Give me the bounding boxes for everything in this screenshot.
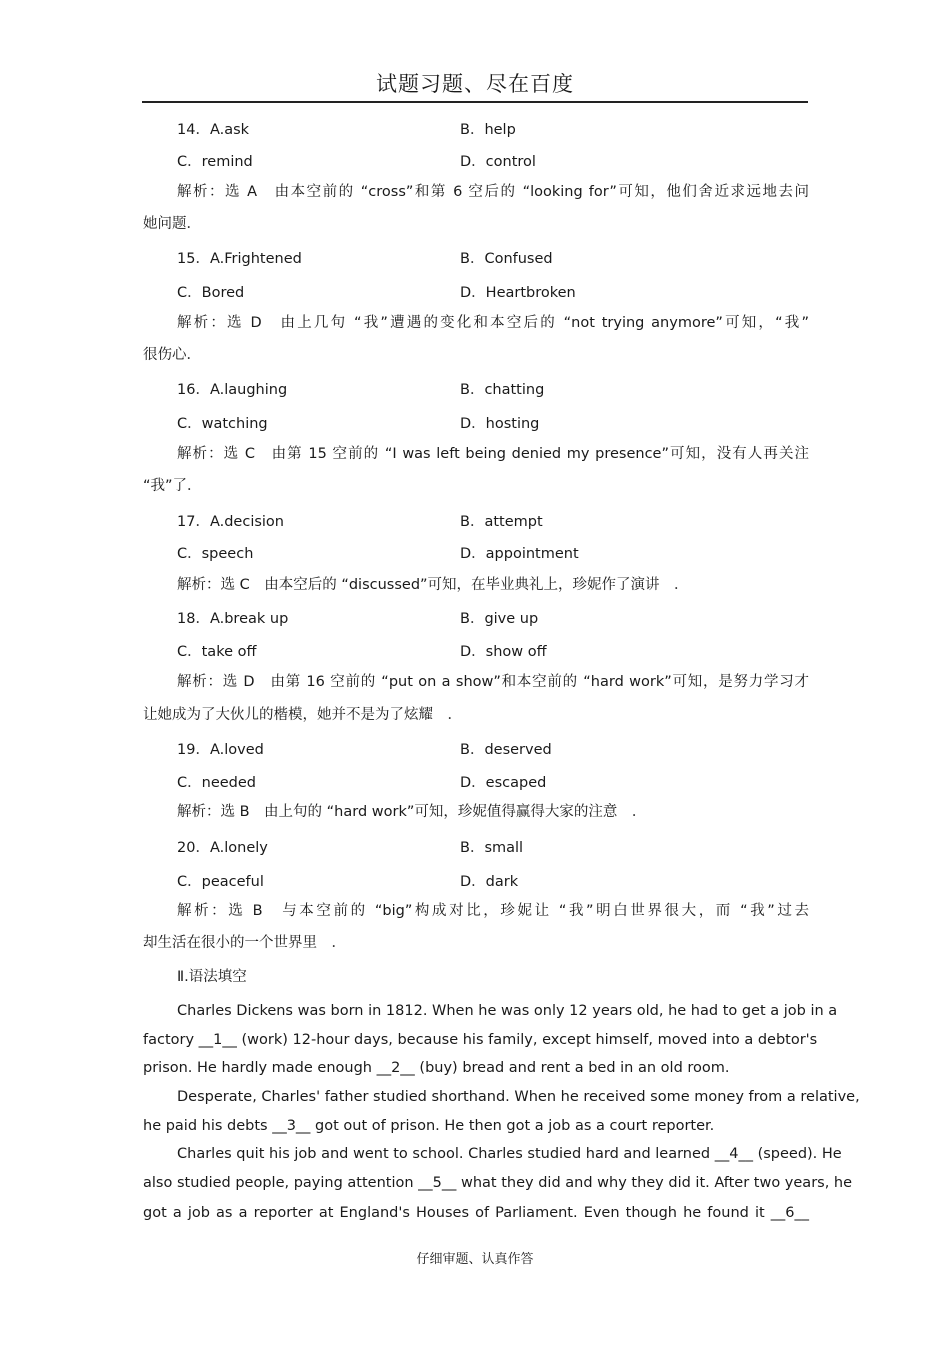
question-18-explanation: 解析：选 D 由第 16 空前的 “put on a show”和本空前的 “hard work”可知，是努力学习才 — [177, 674, 809, 690]
question-16-explanation-cont: “我”了． — [143, 478, 202, 494]
question-17-option-b: B．attempt — [460, 514, 543, 530]
question-18-option-c: C．take off — [177, 644, 257, 660]
question-15-option-d: D．Heartbroken — [460, 285, 576, 301]
question-20-option-b: B．small — [460, 840, 524, 856]
question-20-explanation: 解析：选 B 与本空前的 “big”构成对比，珍妮让 “我”明白世界很大，而 “我”过去 — [177, 903, 809, 919]
question-19-explanation: 解析：选 B 由上句的 “hard work”可知，珍妮值得赢得大家的注意 ． — [177, 804, 647, 820]
question-17-explanation: 解析：选 C 由本空后的 “discussed”可知，在毕业典礼上，珍妮作了演讲 ． — [177, 577, 689, 593]
question-18-option-a: 18．A.break up — [177, 611, 289, 627]
passage-line: got a job as a reporter at England's Houses of Parliament. Even though he found it __6__ — [143, 1205, 809, 1221]
question-14-option-a: 14．A.ask — [177, 122, 250, 138]
passage-line: Desperate, Charles' father studied shorthand. When he received some money from a relative, — [177, 1089, 860, 1105]
passage-line: Charles quit his job and went to school. Charles studied hard and learned __4__ (speed). He — [177, 1146, 842, 1162]
question-17-option-a: 17．A.decision — [177, 514, 284, 530]
question-18-option-d: D．show off — [460, 644, 547, 660]
question-14-option-c: C．remind — [177, 154, 253, 170]
question-16-option-c: C．watching — [177, 416, 268, 432]
question-15-explanation-cont: 很伤心． — [143, 347, 201, 363]
question-17-option-d: D．appointment — [460, 546, 579, 562]
question-20-explanation-cont: 却生活在很小的一个世界里 ． — [143, 935, 346, 951]
question-20-option-c: C．peaceful — [177, 874, 264, 890]
question-20-option-d: D．dark — [460, 874, 519, 890]
question-14-option-d: D．control — [460, 154, 536, 170]
question-15-option-a: 15．A.Frightened — [177, 251, 302, 267]
question-16-explanation: 解析：选 C 由第 15 空前的 “I was left being denied my presence”可知，没有人再关注 — [177, 446, 809, 462]
question-15-option-c: C．Bored — [177, 285, 245, 301]
passage-line: also studied people, paying attention __5__ what they did and why they did it. After two years, he — [143, 1175, 853, 1191]
question-16-option-b: B．chatting — [460, 382, 545, 398]
section-title: Ⅱ.语法填空 — [177, 969, 247, 985]
question-14-option-b: B．help — [460, 122, 516, 138]
question-19-option-a: 19．A.loved — [177, 742, 264, 758]
passage-line: Charles Dickens was born in 1812. When he was only 12 years old, he had to get a job in a — [177, 1003, 838, 1019]
question-18-option-b: B．give up — [460, 611, 539, 627]
question-15-option-b: B．Confused — [460, 251, 553, 267]
question-14-explanation: 解析：选 A 由本空前的 “cross”和第 6 空后的 “looking for”可知，他们舍近求远地去问 — [177, 184, 809, 200]
passage-line: prison. He hardly made enough __2__ (buy) bread and rent a bed in an old room. — [143, 1060, 730, 1076]
page-header-title: 试题习题、尽在百度 — [376, 72, 574, 96]
question-17-option-c: C．speech — [177, 546, 254, 562]
question-19-option-d: D．escaped — [460, 775, 547, 791]
question-19-option-c: C．needed — [177, 775, 256, 791]
question-14-explanation-cont: 她问题． — [143, 216, 201, 232]
question-20-option-a: 20．A.lonely — [177, 840, 268, 856]
header-rule — [142, 101, 808, 103]
question-15-explanation: 解析：选 D 由上几句 “我”遭遇的变化和本空后的 “not trying anymore”可知，“我” — [177, 315, 809, 331]
passage-line: he paid his debts __3__ got out of prison. He then got a job as a court reporter. — [143, 1118, 715, 1134]
question-19-option-b: B．deserved — [460, 742, 552, 758]
question-16-option-d: D．hosting — [460, 416, 540, 432]
page-footer: 仔细审题、认真作答 — [416, 1252, 534, 1267]
passage-line: factory __1__ (work) 12-hour days, because his family, except himself, moved into a debtor's — [143, 1032, 818, 1048]
question-18-explanation-cont: 让她成为了大伙儿的楷模，她并不是为了炫耀 ． — [143, 707, 462, 723]
question-16-option-a: 16．A.laughing — [177, 382, 288, 398]
